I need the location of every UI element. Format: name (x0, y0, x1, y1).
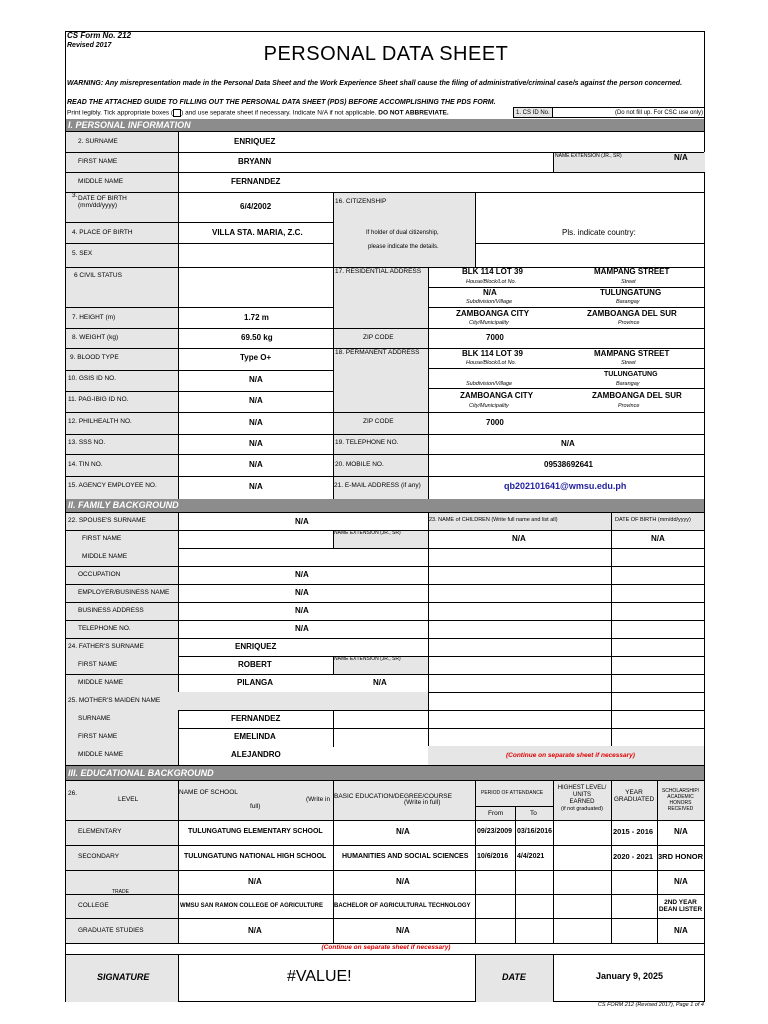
perm-barangay[interactable]: TULUNGATUNG (604, 371, 658, 378)
res-street[interactable]: MAMPANG STREET (594, 267, 670, 276)
college-honors-1: 2ND YEAR (664, 899, 697, 906)
res-house[interactable]: BLK 114 LOT 39 (462, 267, 523, 276)
year-h2: GRADUATED (613, 796, 655, 803)
trade-label: TRADE (112, 889, 129, 895)
college-course[interactable]: BACHELOR OF AGRICULTURAL TECHNOLOGY (334, 903, 471, 909)
business-address-value[interactable]: N/A (295, 606, 309, 615)
school-header: NAME OF SCHOOL (179, 789, 238, 796)
mobile-label: 20. MOBILE NO. (335, 461, 384, 468)
elementary-school[interactable]: TULUNGATUNG ELEMENTARY SCHOOL (188, 828, 323, 835)
section-education-header: III. EDUCATIONAL BACKGROUND (66, 766, 704, 780)
pob-value[interactable]: VILLA STA. MARIA, Z.C. (212, 228, 303, 237)
email-label: 21. E-MAIL ADDRESS (if any) (334, 482, 421, 489)
dob-value[interactable]: 6/4/2002 (240, 202, 272, 211)
form-revised: Revised 2017 (67, 42, 112, 49)
child-dob-label: DATE OF BIRTH (mm/dd/yyyy) (615, 517, 691, 523)
tin-value[interactable]: N/A (249, 460, 263, 469)
college-honors-2: DEAN LISTER (658, 906, 703, 913)
section-personal-header: I. PERSONAL INFORMATION (66, 119, 704, 131)
house-sublabel: House/Block/Lot No. (466, 279, 517, 285)
blood-type-value[interactable]: Type O+ (240, 353, 272, 362)
level-header: LEVEL (118, 796, 139, 803)
city-sublabel: City/Municipality (469, 320, 509, 326)
perm-prov-sublabel: Province (618, 403, 640, 409)
elementary-course[interactable]: N/A (396, 827, 410, 836)
print-instruction-b: ) and use separate sheet if necessary. Indicate N/A if not applicable. (181, 109, 377, 117)
mother-maiden-label: 25. MOTHER'S MAIDEN NAME (68, 697, 161, 704)
address-label-bg (333, 267, 428, 454)
pagibig-value[interactable]: N/A (249, 396, 263, 405)
gsis-value[interactable]: N/A (249, 375, 263, 384)
pagibig-label: 11. PAG-IBIG ID NO. (68, 396, 129, 403)
no-abbrev-text: DO NOT ABBREVIATE. (378, 109, 449, 117)
spouse-ext-label: NAME EXTENSION (JR., SR) (334, 530, 401, 536)
page-footnote: CS FORM 212 (Revised 2017), Page 1 of 4 (597, 1002, 704, 1008)
elementary-from[interactable]: 09/23/2009 (477, 828, 513, 835)
units-h3: EARNED (569, 799, 595, 805)
res-zip-value[interactable]: 7000 (486, 333, 504, 342)
school-header-3: full) (250, 803, 261, 810)
perm-city-sublabel: City/Municipality (469, 403, 509, 409)
units-h4: (if not graduated) (561, 806, 603, 812)
child-name-value[interactable]: N/A (512, 534, 526, 543)
spouse-first-label: FIRST NAME (82, 535, 122, 542)
weight-value[interactable]: 69.50 kg (241, 333, 273, 342)
tin-label: 14. TIN NO. (68, 461, 103, 468)
form-number: CS Form No. 212 (67, 31, 132, 40)
date-label: DATE (502, 972, 526, 982)
signature-label: SIGNATURE (97, 972, 150, 982)
education-number: 26. (68, 790, 78, 797)
graduate-honors[interactable]: N/A (674, 926, 688, 935)
college-school[interactable]: WMSU SAN RAMON COLLEGE OF AGRICULTURE (180, 903, 323, 909)
spouse-surname-label: 22. SPOUSE'S SURNAME (68, 517, 146, 524)
education-level-bg (66, 820, 178, 943)
spouse-telephone-value[interactable]: N/A (295, 624, 309, 633)
period-header: PERIOD OF ATTENDANCE (481, 790, 544, 796)
perm-subd-sublabel: Subdivision/Village (466, 381, 513, 387)
employer-value[interactable]: N/A (295, 588, 309, 597)
subd-sublabel: Subdivision/Village (466, 299, 513, 305)
print-instruction (67, 109, 449, 117)
name-ext-label: NAME EXTENSION (JR., SR) (555, 153, 622, 159)
spouse-middle-label: MIDDLE NAME (82, 553, 128, 560)
mother-first-value[interactable]: EMELINDA (234, 732, 276, 741)
first-name-label: FIRST NAME (78, 158, 118, 165)
honors-h2: ACADEMIC (667, 794, 694, 800)
secondary-from[interactable]: 10/6/2016 (477, 853, 509, 860)
csc-note: (Do not fill up. For CSC use only) (614, 110, 703, 116)
personal-data-sheet (65, 31, 705, 1002)
warning-text: WARNING: Any misrepresentation made in the Personal Data Sheet and the Work Experience Sheet shall cause the filing of administrative/criminal case/s against the person concerned. (67, 80, 683, 87)
country-prompt[interactable]: Pls. indicate country: (562, 228, 636, 237)
perm-street-sublabel: Street (621, 360, 636, 366)
units-h2: UNITS (573, 792, 591, 798)
res-barangay[interactable]: TULUNGATUNG (600, 288, 662, 297)
perm-zip-value[interactable]: 7000 (486, 418, 504, 427)
date-value[interactable]: January 9, 2025 (596, 971, 664, 981)
elementary-year[interactable]: 2015 - 2016 (613, 827, 654, 836)
graduate-school[interactable]: N/A (248, 926, 262, 935)
honors-header (657, 788, 704, 812)
trade-school[interactable]: N/A (248, 877, 262, 886)
dob-number: 3. (72, 192, 78, 199)
dual-citizenship-note-1: If holder of dual citizenship, (366, 230, 439, 236)
brgy-sublabel: Barangay (616, 299, 640, 305)
college-label: COLLEGE (78, 902, 109, 909)
graduate-label: GRADUATE STUDIES (78, 927, 144, 934)
secondary-label: SECONDARY (78, 853, 120, 860)
height-value[interactable]: 1.72 m (244, 313, 269, 322)
father-middle-value[interactable]: PILANGA (237, 678, 273, 687)
trade-honors[interactable]: N/A (674, 877, 688, 886)
res-subdivision[interactable]: N/A (483, 288, 497, 297)
father-surname-label: 24. FATHER'S SURNAME (68, 643, 144, 650)
philhealth-label: 12. PHILHEALTH NO. (68, 418, 132, 425)
signature-value[interactable]: #VALUE! (287, 968, 352, 985)
res-province[interactable]: ZAMBOANGA DEL SUR (587, 309, 677, 318)
occupation-value[interactable]: N/A (295, 570, 309, 579)
sss-label: 13. SSS NO. (68, 439, 106, 446)
course-header: BASIC EDUCATION/DEGREE/COURSE (334, 793, 452, 800)
mother-surname-label: SURNAME (78, 715, 111, 722)
first-name-value[interactable]: BRYANN (238, 157, 272, 166)
street-sublabel: Street (621, 279, 636, 285)
dob-label: DATE OF BIRTH (78, 195, 127, 202)
cs-id-field[interactable] (553, 107, 705, 118)
agency-no-value[interactable]: N/A (249, 482, 263, 491)
res-city[interactable]: ZAMBOANGA CITY (456, 309, 530, 318)
permanent-address-label: 18. PERMANENT ADDRESS (335, 349, 420, 356)
philhealth-value[interactable]: N/A (249, 418, 263, 427)
school-header-2: (Write in (306, 796, 331, 803)
perm-province[interactable]: ZAMBOANGA DEL SUR (592, 391, 682, 400)
elementary-to[interactable]: 03/16/2016 (517, 828, 553, 835)
honors-h3: HONORS (669, 800, 692, 806)
gsis-label: 10. GSIS ID NO. (68, 375, 117, 382)
year-h1: YEAR (625, 789, 643, 796)
sex-label: 5. SEX (72, 250, 93, 257)
mother-surname-value[interactable]: FERNANDEZ (231, 714, 281, 723)
secondary-to[interactable]: 4/4/2021 (517, 853, 545, 860)
to-header: To (530, 810, 537, 817)
name-ext-value[interactable]: N/A (674, 153, 688, 162)
spouse-telephone-label: TELEPHONE NO. (78, 625, 131, 632)
course-header-2: (Write in full) (404, 799, 441, 806)
employer-label: EMPLOYER/BUSINESS NAME (78, 589, 170, 596)
cs-id-label-box (513, 107, 553, 118)
father-ext-value[interactable]: N/A (373, 678, 387, 687)
business-address-label: BUSINESS ADDRESS (78, 607, 144, 614)
blood-type-label: 9. BLOOD TYPE (70, 354, 119, 361)
father-ext-label: NAME EXTENSION (JR., SR) (334, 656, 401, 662)
trade-course[interactable]: N/A (396, 877, 410, 886)
print-instruction-a: Print legibly. Tick appropriate boxes ( (67, 109, 174, 117)
residential-address-label: 17. RESIDENTIAL ADDRESS (335, 268, 422, 275)
surname-label: 2. SURNAME (78, 138, 118, 145)
honors-h1: SCHOLARSHIP/ (661, 788, 700, 794)
units-header (553, 785, 611, 813)
children-label: 23. NAME of CHILDREN (Write full name and list all) (429, 517, 558, 523)
civil-status-label: 6 CIVIL STATUS (74, 272, 122, 279)
education-continue-note: (Continue on separate sheet if necessary) (321, 944, 451, 951)
honors-h4: RECEIVED (667, 806, 694, 812)
father-first-label: FIRST NAME (78, 661, 118, 668)
perm-house[interactable]: BLK 114 LOT 39 (462, 349, 523, 358)
telephone-label: 19. TELEPHONE NO. (335, 439, 399, 446)
sss-value[interactable]: N/A (249, 439, 263, 448)
height-label: 7. HEIGHT (m) (72, 314, 116, 321)
perm-brgy-sublabel: Barangay (616, 381, 640, 387)
page-title: PERSONAL DATA SHEET (263, 43, 509, 65)
section-family-header: II. FAMILY BACKGROUND (66, 499, 704, 512)
father-first-value[interactable]: ROBERT (238, 660, 272, 669)
telephone-value[interactable]: N/A (561, 439, 575, 448)
elementary-label: ELEMENTARY (78, 828, 122, 835)
graduate-course[interactable]: N/A (396, 926, 410, 935)
father-surname-value[interactable]: ENRIQUEZ (235, 642, 277, 651)
dob-format: (mm/dd/yyyy) (78, 202, 117, 209)
tick-box-icon (173, 109, 181, 117)
spouse-surname-value[interactable]: N/A (295, 517, 309, 526)
middle-name-value[interactable]: FERNANDEZ (231, 177, 281, 186)
mother-middle-value[interactable]: ALEJANDRO (231, 750, 281, 759)
weight-label: 8. WEIGHT (kg) (72, 334, 119, 341)
mother-first-label: FIRST NAME (78, 733, 118, 740)
family-continue-note: (Continue on separate sheet if necessary) (506, 752, 635, 759)
dual-citizenship-note-2: please indicate the details. (368, 244, 439, 250)
secondary-year[interactable]: 2020 - 2021 (613, 852, 654, 861)
citizenship-label: 16. CITIZENSHIP (335, 198, 387, 205)
read-guide-text: READ THE ATTACHED GUIDE TO FILLING OUT THE PERSONAL DATA SHEET (PDS) BEFORE ACCOMPLISHING THE PDS FORM. (67, 99, 496, 106)
secondary-honors[interactable]: 3RD HONOR (658, 852, 704, 861)
perm-zip-label: ZIP CODE (363, 418, 394, 425)
secondary-course[interactable]: HUMANITIES AND SOCIAL SCIENCES (342, 853, 469, 860)
pob-label: 4. PLACE OF BIRTH (72, 229, 133, 236)
mobile-value[interactable]: 09538692641 (544, 460, 593, 469)
prov-sublabel: Province (618, 320, 640, 326)
college-honors[interactable] (657, 899, 704, 913)
child-dob-value[interactable]: N/A (651, 534, 665, 543)
perm-house-sublabel: House/Block/Lot No. (466, 360, 517, 366)
units-h1: HIGHEST LEVEL/ (557, 785, 607, 791)
perm-city[interactable]: ZAMBOANGA CITY (460, 391, 534, 400)
res-zip-label: ZIP CODE (363, 334, 394, 341)
cs-id-label: 1. CS ID No. (516, 110, 550, 116)
father-middle-label: MIDDLE NAME (78, 679, 124, 686)
elementary-honors[interactable]: N/A (674, 827, 688, 836)
surname-value[interactable]: ENRIQUEZ (234, 137, 276, 146)
secondary-school[interactable]: TULUNGATUNG NATIONAL HIGH SCHOOL (184, 853, 327, 860)
year-header (611, 789, 657, 803)
mother-middle-label: MIDDLE NAME (78, 751, 124, 758)
agency-no-label: 15. AGENCY EMPLOYEE NO. (68, 482, 157, 489)
middle-name-label: MIDDLE NAME (78, 178, 124, 185)
email-value[interactable]: qb202101641@wmsu.edu.ph (504, 481, 627, 491)
occupation-label: OCCUPATION (78, 571, 121, 578)
perm-street[interactable]: MAMPANG STREET (594, 349, 670, 358)
from-header: From (488, 810, 504, 817)
